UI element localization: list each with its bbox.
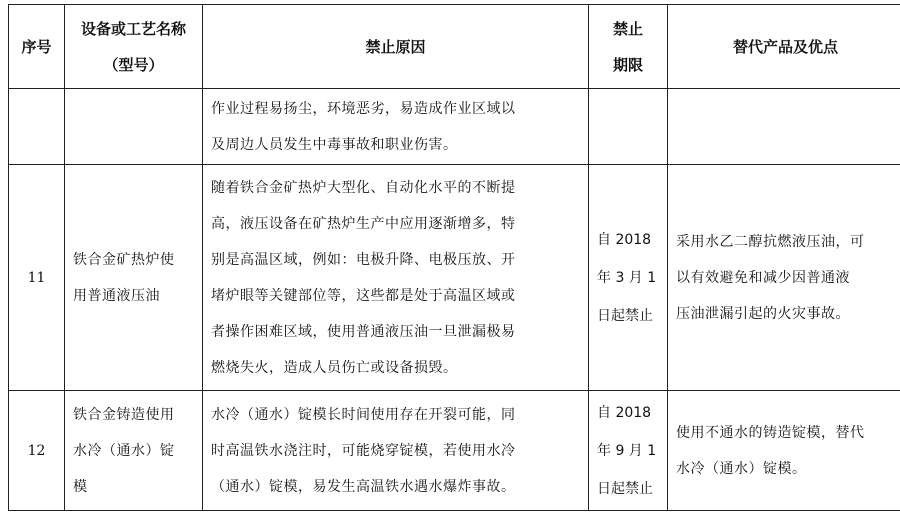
row-name [65,391,203,511]
term-line: 年 9 月 1 [597,442,657,459]
alt-line: 采用水乙二醇抗燃液压油，可 [676,233,865,250]
header-alt: 替代产品及优点 [668,5,900,89]
reason-line: 作业过程易扬尘，环境恶劣，易造成作业区域以 [211,100,516,117]
alt-line: 以有效避免和减少因普通液 [676,269,850,286]
table-row [9,89,900,165]
reason-line: 者操作困难区域，使用普通液压油一旦泄漏极易 [211,323,516,340]
row-term [589,391,668,511]
reason-line: 堵炉眼等关键部位等，这些都是处于高温区域或 [211,287,516,304]
alt-line: 水冷（通水）锭模。 [676,460,807,477]
prohibition-table [8,4,900,511]
row-alt [668,89,900,165]
reason-line: 燃烧失火，造成人员伤亡或设备损毁。 [211,359,458,376]
row-reason [203,391,589,511]
header-term-line1: 禁止 [612,19,643,38]
row-no: 11 [9,165,65,391]
reason-line: 及周边人员发生中毒事故和职业伤害。 [211,136,458,153]
header-no: 序号 [9,5,65,89]
name-line: 铁合金矿热炉使 [73,251,175,268]
header-reason: 禁止原因 [203,5,589,89]
reason-line: 时高温铁水浇注时，可能烧穿锭模，若使用水冷 [211,442,516,459]
term-line: 日起禁止 [597,307,653,324]
reason-line: 随着铁合金矿热炉大型化、自动化水平的不断提 [211,179,516,196]
term-line: 自 2018 [597,404,652,421]
alt-line: 使用不通水的铸造锭模，替代 [676,424,865,441]
row-no: 12 [9,391,65,511]
term-line: 年 3 月 1 [597,269,657,286]
term-line: 自 2018 [597,231,652,248]
header-term-line2: 期限 [612,55,643,74]
row-term [589,89,668,165]
row-name [65,89,203,165]
header-name [65,5,203,89]
name-line: 用普通液压油 [73,287,160,304]
alt-line: 压油泄漏引起的火灾事故。 [676,305,850,322]
row-reason [203,165,589,391]
header-term [589,5,668,89]
row-no [9,89,65,165]
row-reason [203,89,589,165]
row-alt [668,165,900,391]
row-name [65,165,203,391]
term-line: 日起禁止 [597,480,653,497]
name-line: 铁合金铸造使用 [73,406,175,423]
header-name-line2: （型号） [103,55,164,74]
row-alt [668,391,900,511]
table-row [9,391,900,511]
reason-line: 水冷（通水）锭模长时间使用存在开裂可能，同 [211,406,516,423]
header-name-line1: 设备或工艺名称 [80,19,186,38]
reason-line: （通水）锭模，易发生高温铁水遇水爆炸事故。 [211,478,516,495]
name-line: 模 [73,478,88,495]
row-term [589,165,668,391]
table-row [9,165,900,391]
reason-line: 高，液压设备在矿热炉生产中应用逐渐增多，特 [211,215,516,232]
name-line: 水冷（通水）锭 [73,442,175,459]
reason-line: 别是高温区域，例如：电极升降、电极压放、开 [211,251,516,268]
table-header-row [9,5,900,89]
